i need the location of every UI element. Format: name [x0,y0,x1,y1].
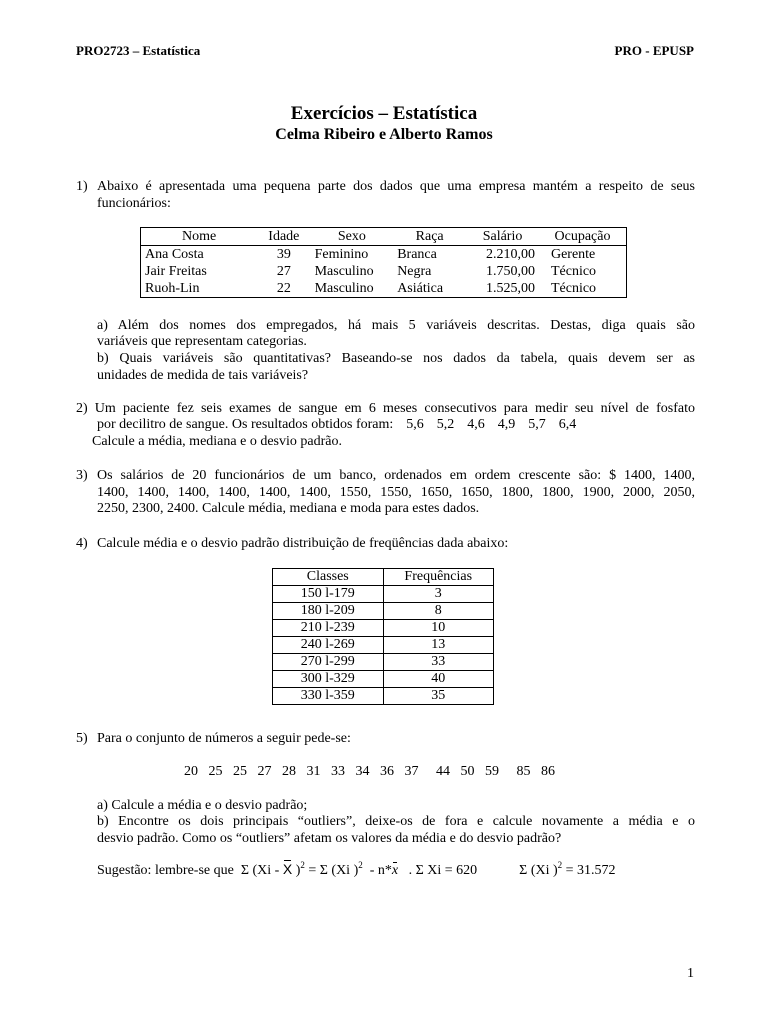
table-row [273,637,494,654]
q2-line-2-text: por decilitro de sangue. Os resultados obtidos foram: [97,417,394,432]
q5-number: 44 [436,764,450,779]
q5-number-set [184,763,555,780]
cell-occupation: Técnico [550,264,597,279]
cell-age: 22 [276,281,291,296]
hint-exponent: 2 [557,860,563,870]
cell-frequency: 35 [383,688,494,705]
cell-age: 39 [276,247,291,262]
hint-prefix: Sugestão: lembre-se que [97,863,234,878]
q5-number: 85 [516,764,531,779]
q4-text: Calcule média e o desvio padrão distribuição de freqüências dada abaixo: [97,536,509,551]
frequency-table-header [273,569,494,586]
cell-salary: 2.210,00 [485,247,535,262]
q1-a-line-2: variáveis que representam categorias. [97,334,307,349]
table-row [273,620,494,637]
q5-number: 37 [404,764,419,779]
cell-class: 150 l-179 [273,586,384,603]
q5-number: 31 [306,764,321,779]
cell-salary: 1.525,00 [485,281,535,296]
cell-frequency: 8 [383,603,494,620]
hint-close: ) [295,863,301,878]
cell-race: Negra [397,264,432,279]
col-header-race: Raça [393,228,466,246]
cell-age: 27 [276,264,291,279]
cell-class: 300 l-329 [273,671,384,688]
col-header-sex: Sexo [311,228,394,246]
q1-b-line-1: b) Quais variáveis são quantitativas? Baseando-se nos dados da tabela, quais devem ser as [97,351,695,366]
cell-sex: Masculino [314,281,374,296]
col-header-salary: Salário [466,228,539,246]
col-header-occupation: Ocupação [539,228,627,246]
x-bar-symbol: X [282,861,293,877]
table-row [141,246,627,264]
cell-occupation: Técnico [550,281,597,296]
table-row [141,280,627,298]
table-row [273,603,494,620]
table-row [273,671,494,688]
table-row [273,688,494,705]
course-code: PRO2723 – Estatística [76,43,201,58]
q2-value: 5,6 [406,417,424,432]
q5-number: 5) [76,731,88,746]
q3-number: 3) [76,468,88,483]
cell-class: 270 l-299 [273,654,384,671]
q2-line-1: 2) Um paciente fez seis exames de sangue em 6 meses consecutivos para medir seu nível de fosfato [76,401,695,416]
q5-a: a) Calcule a média e o desvio padrão; [97,798,308,813]
q5-number: 34 [355,764,370,779]
cell-sex: Masculino [314,264,374,279]
cell-frequency: 13 [383,637,494,654]
q5-number: 59 [485,764,499,779]
cell-class: 330 l-359 [273,688,384,705]
table-row [273,654,494,671]
table-row [141,263,627,280]
q1-a-line-1: a) Além dos nomes dos empregados, há mais 5 variáveis descritas. Destas, diga quais são [97,318,695,333]
hint-exponent: 2 [358,860,363,870]
cell-name: Ana Costa [145,247,204,262]
q2-value: 5,7 [528,417,546,432]
cell-frequency: 10 [383,620,494,637]
cell-frequency: 40 [383,671,494,688]
cell-race: Branca [397,247,437,262]
cell-name: Ruoh-Lin [145,281,200,296]
hint-sum-sq: Σ (Xi ) [519,863,558,878]
q2-value: 5,2 [436,417,455,432]
q5-number: 25 [208,764,223,779]
col-header-age: Idade [257,228,310,246]
q1-b-line-2: unidades de medida de tais variáveis? [97,368,309,383]
cell-class: 240 l-269 [273,637,384,654]
cell-sex: Feminino [314,247,369,262]
q5-number: 33 [331,764,345,779]
cell-frequency: 33 [383,654,494,671]
document-authors: Celma Ribeiro e Alberto Ramos [275,126,493,143]
q1-intro-line-2: funcionários: [97,196,171,211]
q5-text: Para o conjunto de números a seguir pede-se: [97,731,351,746]
q2-value: 6,4 [558,417,577,432]
cell-race: Asiática [397,281,444,296]
q2-value: 4,6 [467,417,485,432]
cell-class: 210 l-239 [273,620,384,637]
hint-eq-sigma: = Σ (Xi ) [308,863,359,878]
cell-name: Jair Freitas [145,264,207,279]
cell-occupation: Gerente [550,247,596,262]
hint-minus-n: - n* [369,863,392,878]
hint-sum-sq-value: = 31.572 [565,863,616,878]
document-title: Exercícios – Estatística [290,103,478,124]
q5-b-line-2: desvio padrão. Como os “outliers” afetam os valores da média e do desvio padrão? [97,831,562,846]
q5-number: 50 [460,764,475,779]
hint-sum-xi: . Σ Xi = 620 [408,863,478,878]
q5-hint [97,861,616,879]
cell-salary: 1.750,00 [485,264,535,279]
q1-number: 1) [76,179,88,194]
cell-class: 180 l-209 [273,603,384,620]
q5-number: 86 [541,764,555,779]
q3-line-1: Os salários de 20 funcionários de um banco, ordenados em ordem crescente são: $ 1400, 1400, [97,468,695,483]
q3-line-2: 1400, 1400, 1400, 1400, 1400, 1400, 1550, 1550, 1650, 1650, 1800, 1800, 1900, 2000, 2050, [97,485,695,500]
q5-b-line-1: b) Encontre os dois principais “outliers”, deixe-os de fora e calcule novamente a média e o [97,814,695,829]
q5-number: 36 [380,764,394,779]
hint-exponent: 2 [300,860,305,870]
sigma-symbol: Σ [240,863,250,878]
cell-frequency: 3 [383,586,494,603]
q5-number: 20 [184,764,198,779]
q5-number: 25 [233,764,247,779]
q2-value: 4,9 [497,417,516,432]
col-header-frequencies: Frequências [383,569,494,586]
q2-line-2 [97,416,576,433]
q4-number: 4) [76,536,88,551]
q3-line-3: 2250, 2300, 2400. Calcule média, mediana e moda para estes dados. [97,501,480,516]
table-row [273,586,494,603]
q5-number: 28 [282,764,296,779]
q2-line-3: Calcule a média, mediana e o desvio padrão. [92,434,342,449]
institution: PRO - EPUSP [614,43,694,58]
employee-table [140,227,627,298]
q5-number: 27 [257,764,272,779]
hint-xi-open: (Xi - [252,863,280,878]
col-header-classes: Classes [273,569,384,586]
q1-intro-line-1: Abaixo é apresentada uma pequena parte dos dados que uma empresa mantém a respeito de seus [97,179,695,194]
page-number: 1 [687,966,694,981]
employee-table-header [141,228,627,246]
frequency-table [272,568,494,705]
x-bar-italic-symbol: x [391,863,399,878]
col-header-name: Nome [141,228,258,246]
